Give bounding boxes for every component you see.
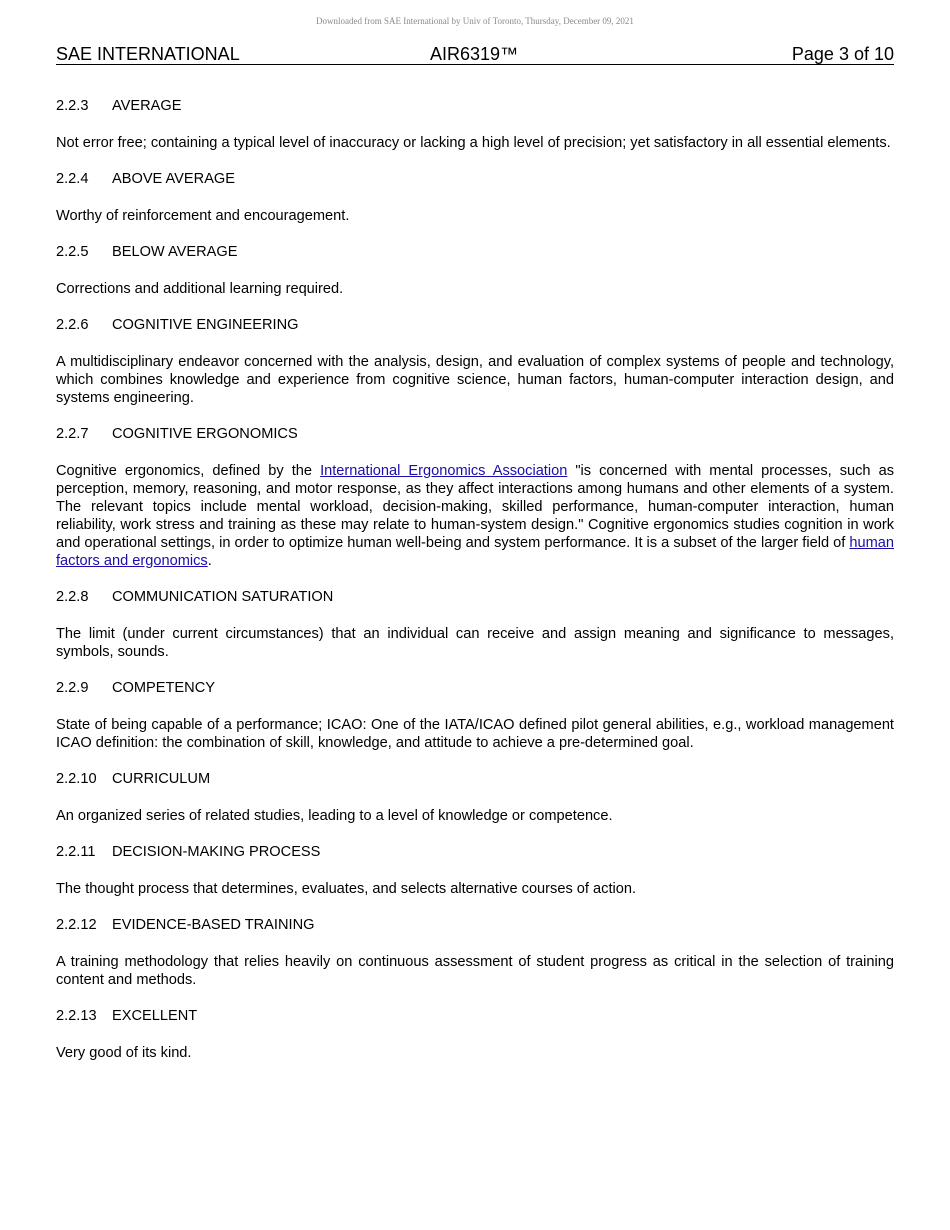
section-title: EXCELLENT — [112, 1008, 198, 1024]
header-page-number: Page 3 of 10 — [791, 44, 894, 64]
section-number: 2.2.9 — [56, 680, 89, 696]
section-heading — [56, 316, 894, 334]
section-definition: Not error free; containing a typical level of inaccuracy or lacking a high level of precision; yet satisfactory in all essential elements. — [56, 134, 891, 151]
iea-link[interactable]: International Ergonomics Association — [320, 462, 568, 479]
header-doc-id: AIR6319™ — [430, 44, 519, 64]
section-title: BELOW AVERAGE — [112, 244, 238, 260]
section-number: 2.2.7 — [56, 426, 89, 442]
definition-text: Cognitive ergonomics, defined by the — [56, 462, 321, 479]
section-heading — [56, 843, 894, 861]
document-body — [56, 97, 894, 1080]
human-factors-link[interactable]: human factors and ergonomics — [56, 534, 894, 569]
section-number: 2.2.11 — [56, 844, 96, 860]
section-heading — [56, 770, 894, 788]
section-definition: Very good of its kind. — [56, 1044, 192, 1061]
download-watermark: Downloaded from SAE International by Univ of Toronto, Thursday, December 09, 2021 — [316, 16, 634, 26]
section-heading — [56, 170, 894, 188]
section-number: 2.2.4 — [56, 171, 89, 187]
section-title: EVIDENCE-BASED TRAINING — [112, 917, 315, 933]
section-definition: An organized series of related studies, leading to a level of knowledge or competence. — [56, 807, 613, 824]
section-number: 2.2.10 — [56, 771, 97, 787]
section-number: 2.2.8 — [56, 589, 89, 605]
section-heading — [56, 588, 894, 606]
section-title: CURRICULUM — [112, 771, 211, 787]
section-title: COMPETENCY — [112, 680, 215, 696]
section-title: COMMUNICATION SATURATION — [112, 589, 334, 605]
section-definition: A multidisciplinary endeavor concerned with the analysis, design, and evaluation of complex systems of people and technology, which combines knowledge and experience from cognitive science, human factors, human-computer interaction design, and systems engineering. — [56, 353, 894, 406]
definition-text: . — [207, 552, 212, 569]
section-definition: The limit (under current circumstances) that an individual can receive and assign meaning and significance to messages, symbols, sounds. — [56, 625, 894, 660]
section-title: DECISION-MAKING PROCESS — [112, 844, 321, 860]
section-definition: A training methodology that relies heavily on continuous assessment of student progress as critical in the selection of training content and methods. — [56, 953, 894, 988]
page-header — [56, 44, 894, 65]
section-title: AVERAGE — [112, 98, 182, 114]
section-definition: Corrections and additional learning required. — [56, 280, 344, 297]
section-heading — [56, 425, 894, 443]
definition-text: "is concerned with mental processes, such as perception, memory, reasoning, and motor response, as they affect interactions among humans and other elements of a system. The relevant topics include mental workload, decision-making, skilled performance, human-computer interaction, human reliability, work stress and training as these may relate to human-system design." Cognitive ergonomics studies cognition in work and operational settings, in order to optimize human well-being and system performance. It is a subset of the larger field of — [56, 462, 894, 551]
section-heading — [56, 1007, 894, 1025]
section-number: 2.2.12 — [56, 917, 97, 933]
section-number: 2.2.6 — [56, 317, 89, 333]
section-number: 2.2.5 — [56, 244, 89, 260]
section-definition — [56, 462, 894, 570]
section-number: 2.2.13 — [56, 1008, 97, 1024]
section-definition: State of being capable of a performance; ICAO: One of the IATA/ICAO defined pilot general abilities, e.g., workload management ICAO definition: the combination of skill, knowledge, and attitude to achieve a pre-determined goal. — [56, 716, 894, 751]
section-definition: The thought process that determines, evaluates, and selects alternative courses of action. — [56, 880, 637, 897]
section-title: COGNITIVE ENGINEERING — [112, 317, 299, 333]
section-definition: Worthy of reinforcement and encouragement. — [56, 207, 350, 224]
section-heading — [56, 97, 894, 115]
section-title: COGNITIVE ERGONOMICS — [112, 426, 298, 442]
section-title: ABOVE AVERAGE — [112, 171, 236, 187]
header-org: SAE INTERNATIONAL — [56, 44, 240, 64]
section-heading — [56, 243, 894, 261]
section-heading — [56, 679, 894, 697]
section-number: 2.2.3 — [56, 98, 89, 114]
section-heading — [56, 916, 894, 934]
